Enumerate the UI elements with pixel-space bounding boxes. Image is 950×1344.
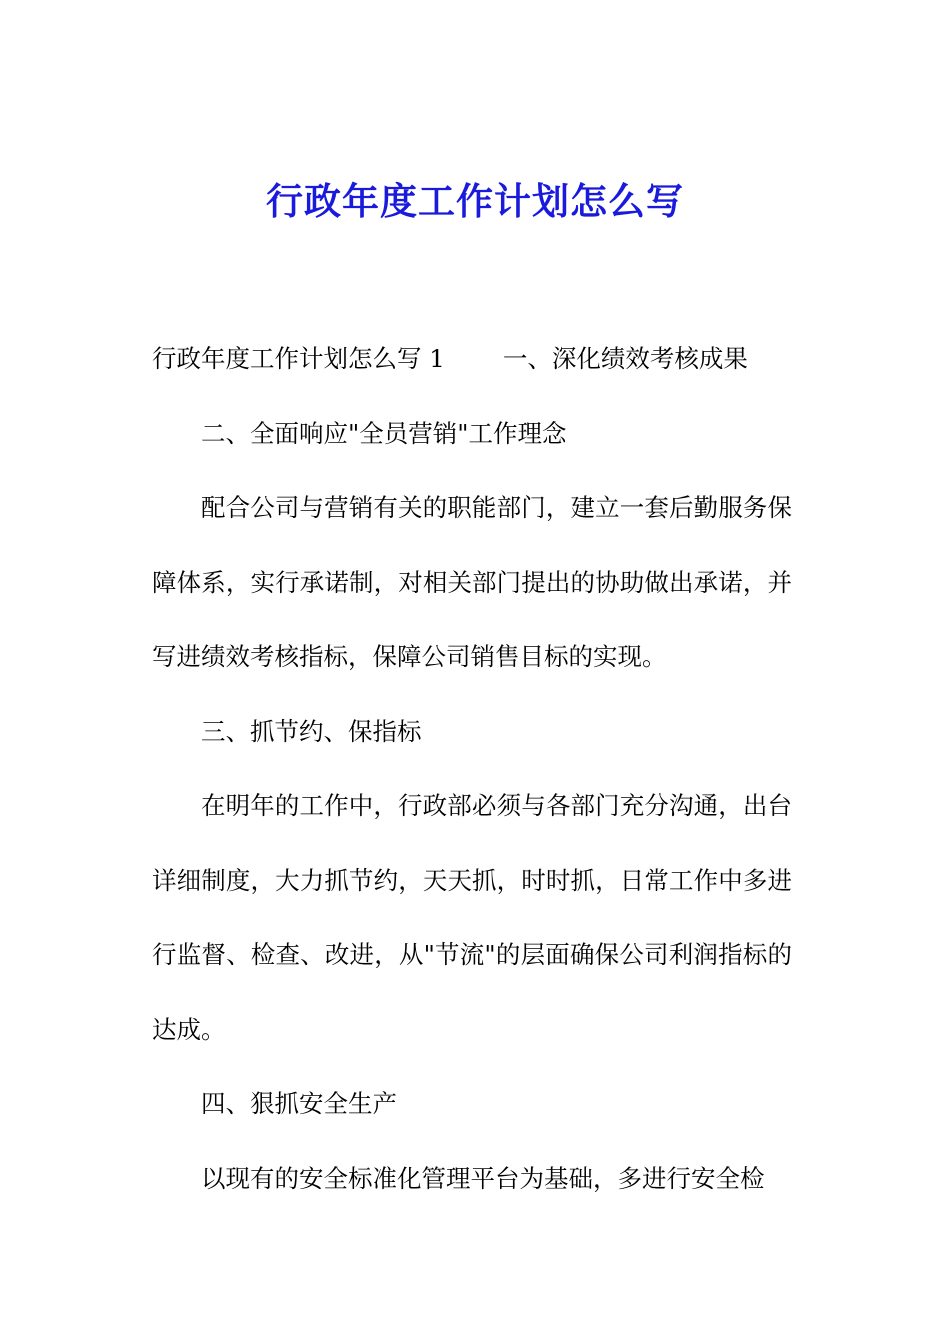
paragraph-safety: 以现有的安全标准化管理平台为基础，多进行安全检: [201, 1163, 765, 1193]
paragraph-cost-saving: 在明年的工作中，行政部必须与各部门充分沟通，出台详细制度，大力抓节约，天天抓，时时抓，日常工作中多进行监督、检查、改进，从"节流"的层面确保公司利润指标的达成。: [152, 791, 792, 1044]
section-heading-3: 三、抓节约、保指标: [201, 716, 422, 746]
intro-paragraph: [152, 322, 792, 397]
paragraph-marketing-support: 配合公司与营销有关的职能部门，建立一套后勤服务保障体系，实行承诺制，对相关部门提出的协助做出承诺，并写进绩效考核指标，保障公司销售目标的实现。: [152, 493, 792, 671]
section-heading-2: 二、全面响应"全员营销"工作理念: [201, 418, 567, 448]
intro-section: 一、深化绩效考核成果: [502, 344, 748, 373]
section-heading-4: 四、狠抓安全生产: [201, 1089, 397, 1118]
intro-heading: 行政年度工作计划怎么写 1: [152, 344, 445, 373]
document-body: [152, 322, 792, 1216]
document-title: 行政年度工作计划怎么写: [266, 180, 684, 223]
